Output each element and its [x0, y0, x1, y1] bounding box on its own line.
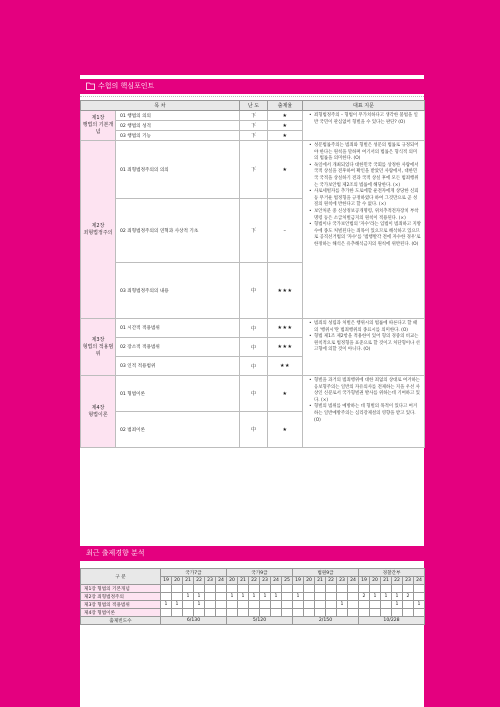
- count-cell: [359, 609, 370, 617]
- count-cell: [172, 609, 183, 617]
- year-header: 22: [194, 577, 205, 585]
- count-cell: [194, 609, 205, 617]
- section-cell: 03 행법의 기능: [116, 131, 240, 141]
- count-cell: [315, 593, 326, 601]
- header-question: 대표 지문: [303, 101, 425, 111]
- year-header: 24: [271, 577, 282, 585]
- count-cell: [183, 601, 194, 609]
- section-cell: 01 행법의 의의: [116, 111, 240, 121]
- chapter-cell: 제2장 죄형법정주의: [81, 141, 116, 319]
- count-cell: [337, 609, 348, 617]
- year-header: 24: [216, 577, 227, 585]
- count-cell: 2: [403, 593, 414, 601]
- count-cell: [161, 585, 172, 593]
- frequency-stars: ★: [268, 376, 303, 412]
- count-cell: [216, 593, 227, 601]
- count-cell: [337, 585, 348, 593]
- chapter-cell: 제1장 행법의 기본개념: [81, 111, 116, 141]
- question-cell: [303, 141, 425, 319]
- count-cell: [227, 601, 238, 609]
- year-header: 19: [161, 577, 172, 585]
- count-cell: [304, 601, 315, 609]
- count-cell: [348, 585, 359, 593]
- year-header: 20: [172, 577, 183, 585]
- count-cell: [260, 609, 271, 617]
- year-header: 20: [370, 577, 381, 585]
- section-cell: 02 장소적 적용범위: [116, 338, 240, 357]
- count-cell: 1: [227, 593, 238, 601]
- row-label: 제2장 죄형법정주의: [81, 593, 161, 601]
- count-cell: [172, 585, 183, 593]
- year-header: 22: [249, 577, 260, 585]
- count-cell: [381, 601, 392, 609]
- question-item: • 보안처분 중 신상정보공개명령, 위치추적전자장치 부착명령 등은 소급처벌금지의 원칙이 적용된다. (×): [309, 209, 421, 222]
- frequency-stars: ★★: [268, 357, 303, 376]
- count-cell: [282, 585, 293, 593]
- count-cell: [304, 593, 315, 601]
- count-cell: 1: [161, 601, 172, 609]
- difficulty-cell: 下: [240, 131, 268, 141]
- count-cell: [359, 601, 370, 609]
- chapter-cell: 제3장 형법의 적용범위: [81, 319, 116, 376]
- count-cell: 1: [238, 593, 249, 601]
- count-cell: [260, 601, 271, 609]
- count-cell: [194, 585, 205, 593]
- count-cell: [227, 609, 238, 617]
- section-cell: 01 형법이론: [116, 376, 240, 412]
- difficulty-cell: 中: [240, 338, 268, 357]
- row-label: 제1장 형법의 기본개념: [81, 585, 161, 593]
- year-header: 21: [238, 577, 249, 585]
- difficulty-cell: 中: [240, 263, 268, 319]
- frequency-stars: ★: [268, 141, 303, 199]
- count-cell: 1: [414, 601, 425, 609]
- question-item: • 사로세벌자를 추가한 도로에할 운전자에게 상당한 신뢰 등 무거운 법정형을 규정하였다 하여 그것만으로 곧 성질의 원칙에 반한다고 할 수 없다. (×): [309, 189, 421, 209]
- question-item: • 성문법률주의는 범죄와 형벌은 성문의 법률로 규정되어야 한다는 원칙을 말하며 여기서의 법률은 형식적 의미의 법률을 의미한다. (O): [309, 143, 421, 163]
- year-header: 25: [282, 577, 293, 585]
- count-cell: [216, 601, 227, 609]
- count-cell: [381, 609, 392, 617]
- year-header: 23: [260, 577, 271, 585]
- count-cell: 1: [370, 593, 381, 601]
- year-header: 23: [403, 577, 414, 585]
- year-header: 22: [392, 577, 403, 585]
- count-cell: [249, 609, 260, 617]
- frequency-stars: –: [268, 199, 303, 263]
- table-row: [81, 585, 425, 593]
- year-header: 21: [315, 577, 326, 585]
- section-cell: 03 인적 적용범위: [116, 357, 240, 376]
- count-cell: [403, 585, 414, 593]
- header-contents: 목 차: [81, 101, 240, 111]
- count-cell: [370, 601, 381, 609]
- difficulty-cell: 中: [240, 412, 268, 448]
- count-cell: [315, 609, 326, 617]
- count-cell: [282, 601, 293, 609]
- count-cell: [172, 593, 183, 601]
- table-row: [81, 141, 425, 199]
- count-cell: [238, 585, 249, 593]
- count-cell: [216, 609, 227, 617]
- section-title: 수험의 핵심포인트: [98, 82, 155, 90]
- count-cell: [348, 609, 359, 617]
- count-cell: [183, 609, 194, 617]
- question-item: • 형벌의 범위를 예방하는 데 형벌의 목적이 있다고 여겨하는 일반예방주의는 심리강제설의 영향을 받고 있다. (O): [309, 404, 421, 424]
- count-cell: [370, 585, 381, 593]
- count-cell: [359, 585, 370, 593]
- difficulty-cell: 中: [240, 376, 268, 412]
- count-cell: [205, 601, 216, 609]
- question-item: • 독일에서 개최되었다 대한민국 국회를 상정한 사람에서 국적 상실을 전후하여 확인을 받았던 사람에서, 대한민국 국적을 상실하기 전과 국적 상실 후에 모든 범죄행위는 국가보안법 제2조의 법률에 해당한다. (×): [309, 163, 421, 189]
- section-cell: 02 범죄이론: [116, 412, 240, 448]
- count-cell: [282, 593, 293, 601]
- year-header: 20: [304, 577, 315, 585]
- key-points-table: [80, 100, 425, 448]
- trend-table: [80, 568, 425, 625]
- difficulty-cell: 下: [240, 121, 268, 131]
- count-cell: [271, 601, 282, 609]
- difficulty-cell: 中: [240, 357, 268, 376]
- page: [80, 75, 424, 707]
- chapter-cell: 제4장 형법이론: [81, 376, 116, 448]
- count-cell: [238, 601, 249, 609]
- count-cell: 1: [260, 593, 271, 601]
- count-cell: [249, 601, 260, 609]
- count-cell: [326, 585, 337, 593]
- count-cell: 1: [271, 593, 282, 601]
- count-cell: [249, 585, 260, 593]
- folder-icon: [86, 82, 95, 90]
- group-header: 국가9급: [227, 569, 293, 577]
- row-label: 제3장 형법의 적용범위: [81, 601, 161, 609]
- count-cell: [304, 585, 315, 593]
- section-cell: 03 죄형법정주의의 내용: [116, 263, 240, 319]
- table-row: [81, 593, 425, 601]
- count-cell: [293, 609, 304, 617]
- question-cell: [303, 319, 425, 376]
- table-row: [81, 376, 425, 412]
- count-cell: [326, 609, 337, 617]
- count-cell: 1: [172, 601, 183, 609]
- frequency-stars: ★: [268, 412, 303, 448]
- year-header: 20: [227, 577, 238, 585]
- year-header: 24: [414, 577, 425, 585]
- table-row: [81, 609, 425, 617]
- year-header: 21: [183, 577, 194, 585]
- frequency-stars: ★★★: [268, 338, 303, 357]
- row-label: 제4장 형법이론: [81, 609, 161, 617]
- frequency-stars: ★: [268, 111, 303, 121]
- count-cell: [271, 609, 282, 617]
- count-cell: [381, 585, 392, 593]
- section-cell: 01 시간적 적용범위: [116, 319, 240, 338]
- difficulty-cell: 下: [240, 111, 268, 121]
- total-label: 출제빈도수: [81, 617, 161, 625]
- header-frequency: 출제율: [268, 101, 303, 111]
- count-cell: [216, 585, 227, 593]
- divider: [80, 96, 424, 97]
- section-title: 최근 출제경향 분석: [86, 549, 145, 557]
- total-cell: 6/130: [161, 617, 227, 625]
- table-row: [81, 601, 425, 609]
- total-cell: 10/228: [359, 617, 425, 625]
- question-item: • 죄형법정주의 – 형법이 무가치하다고 생각한 불법을 일반 국민이 관심없어 형벌을 수 있다는 판단? (O): [309, 113, 421, 126]
- section-cell: 02 죄형법정주의의 연혁과 사상적 기초: [116, 199, 240, 263]
- count-cell: 1: [381, 593, 392, 601]
- section-cell: 01 죄형법정주의의 의의: [116, 141, 240, 199]
- count-cell: [260, 585, 271, 593]
- count-cell: [414, 593, 425, 601]
- count-cell: 1: [392, 601, 403, 609]
- total-cell: 5/120: [227, 617, 293, 625]
- table-row: [81, 319, 425, 338]
- count-cell: [370, 609, 381, 617]
- question-item: • 형법 제1조 제2항을 적용한이 있어 형의 경중의 비교는 원칙적으로 법정형을 표준으로 할 것이고 처단형이나 선고형에 의할 것이 아니다. (O): [309, 334, 421, 354]
- count-cell: [392, 585, 403, 593]
- count-cell: [326, 593, 337, 601]
- count-cell: [414, 585, 425, 593]
- section-header-trend: [80, 546, 424, 561]
- difficulty-cell: 下: [240, 141, 268, 199]
- count-cell: [337, 593, 348, 601]
- year-header: 19: [293, 577, 304, 585]
- difficulty-cell: 下: [240, 199, 268, 263]
- count-cell: 1: [194, 601, 205, 609]
- count-cell: [293, 585, 304, 593]
- count-cell: [161, 593, 172, 601]
- count-cell: [348, 601, 359, 609]
- group-header: 경찰간부: [359, 569, 425, 577]
- count-cell: [271, 585, 282, 593]
- count-cell: [326, 601, 337, 609]
- count-cell: 1: [392, 593, 403, 601]
- count-cell: [315, 585, 326, 593]
- count-cell: [227, 585, 238, 593]
- total-row: [81, 617, 425, 625]
- section-cell: 02 행법의 성격: [116, 121, 240, 131]
- question-cell: [303, 376, 425, 448]
- year-header: 21: [381, 577, 392, 585]
- count-cell: 2: [359, 593, 370, 601]
- count-cell: [238, 609, 249, 617]
- header-difficulty: 난 도: [240, 101, 268, 111]
- question-cell: [303, 111, 425, 141]
- count-cell: [293, 601, 304, 609]
- count-cell: [205, 609, 216, 617]
- count-cell: 1: [249, 593, 260, 601]
- question-item: • 범죄의 성립과 처벌은 행위시의 법률에 따른다고 할 때의 '행위시'란 범죄행위의 종료시를 의미한다. (O): [309, 321, 421, 334]
- count-cell: [183, 585, 194, 593]
- count-cell: [282, 609, 293, 617]
- count-cell: 1: [183, 593, 194, 601]
- count-cell: 1: [337, 601, 348, 609]
- count-cell: [315, 601, 326, 609]
- year-header: 23: [205, 577, 216, 585]
- count-cell: [205, 593, 216, 601]
- group-header: 법원9급: [293, 569, 359, 577]
- year-header: 24: [348, 577, 359, 585]
- frequency-stars: ★: [268, 121, 303, 131]
- table-row: [81, 111, 425, 121]
- count-cell: [161, 609, 172, 617]
- count-cell: [304, 609, 315, 617]
- section-header-key-points: [80, 79, 424, 94]
- total-cell: 2/150: [293, 617, 359, 625]
- frequency-stars: ★: [268, 131, 303, 141]
- year-header: 19: [359, 577, 370, 585]
- count-cell: 1: [293, 593, 304, 601]
- group-header: 국가7급: [161, 569, 227, 577]
- year-header: 22: [326, 577, 337, 585]
- count-cell: [205, 585, 216, 593]
- question-item: • 형법이나 국가보안법의 '자수'라는 입법이 범죄하고 지방수에 종도 처벌된다는 죄목이 있으므로 해석하고 있으므로 공직선거법의 '자수'를 '범행발각 전에 자수한 경우'로 한정하는 해석은 유추해석금지의 원칙에 위반된다. (O): [309, 222, 421, 248]
- count-cell: [414, 609, 425, 617]
- frequency-stars: ★★★: [268, 319, 303, 338]
- difficulty-cell: 中: [240, 319, 268, 338]
- year-header: 23: [337, 577, 348, 585]
- frequency-stars: ★★★: [268, 263, 303, 319]
- header-chapter: 구 분: [81, 569, 161, 585]
- count-cell: [392, 609, 403, 617]
- count-cell: [403, 609, 414, 617]
- question-item: • 형벌을 과거의 범죄행위에 대한 죄없의 상대로 여겨하는 응보형주의는 일반의 자유의사를 전제하는 지을 우선 사상인 신분로서 국가형벌권 발사를 위하는데 기여하고 있다. (×): [309, 378, 421, 404]
- count-cell: [403, 601, 414, 609]
- count-cell: [348, 593, 359, 601]
- count-cell: 1: [194, 593, 205, 601]
